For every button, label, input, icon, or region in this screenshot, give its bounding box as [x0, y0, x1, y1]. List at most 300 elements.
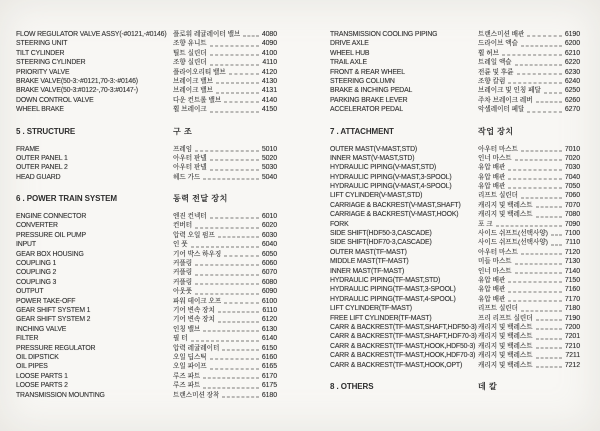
toc-row: [16, 58, 277, 67]
page-code: 6170: [261, 372, 277, 380]
part-entry-ko: [173, 353, 277, 362]
dashed-leader: [216, 83, 259, 84]
part-name-en: DOWN CONTROL VALVE: [16, 96, 94, 104]
page-code: 5020: [261, 154, 277, 162]
page-code: 5040: [261, 173, 277, 181]
toc-row: [330, 351, 580, 360]
dashed-leader: [203, 179, 259, 180]
part-entry-ko: [173, 259, 277, 268]
part-entry-ko: [478, 30, 580, 39]
toc-row: [330, 154, 580, 163]
part-entry-ko: [478, 201, 580, 210]
part-entry-ko: [173, 105, 277, 114]
part-name-ko: 악셀레이터 페달: [478, 106, 525, 114]
dashed-leader: [210, 160, 259, 161]
part-name-en: CARRIAGE & BACKREST(V-MAST,SHAFT): [330, 201, 461, 209]
dashed-leader: [218, 237, 259, 238]
page-code: 6120: [261, 316, 277, 324]
dashed-leader: [536, 348, 562, 349]
part-name-en: CARR & BACKREST(TF-MAST,SHAFT,HDF70-3): [330, 333, 477, 341]
dashed-leader: [195, 227, 259, 228]
part-name-en: HYDRAULIC PIPING(V-MAST,STD): [330, 164, 437, 172]
toc-section: [330, 381, 580, 392]
part-name-en: CONVERTER: [16, 222, 58, 230]
part-name-ko: 파워 테이크 오프: [173, 297, 222, 305]
part-name-ko: 트랜스미션 장착: [173, 391, 220, 399]
dashed-leader: [210, 218, 259, 219]
part-name-ko: 오일 파이프: [173, 363, 207, 371]
part-entry-ko: [173, 173, 277, 182]
page-code: 6020: [261, 222, 277, 230]
page-code: 4080: [261, 31, 277, 38]
part-entry-ko: [173, 391, 277, 400]
dashed-leader: [222, 396, 258, 397]
dashed-leader: [521, 45, 562, 46]
part-entry-ko: [478, 163, 580, 172]
section-header: [16, 126, 277, 137]
toc-row: [16, 105, 277, 114]
part-name-ko: 플라이오리티 밸브: [173, 68, 226, 76]
dashed-leader: [203, 387, 259, 388]
toc-row: [330, 342, 580, 351]
part-entry-ko: [173, 268, 277, 277]
part-entry-ko: [478, 86, 580, 95]
page-code: 6060: [261, 260, 277, 268]
section-title-ko: 동력 전달 장치: [173, 194, 228, 204]
part-entry-ko: [478, 105, 580, 114]
part-name-ko: 캐리지 및 백레스트: [478, 201, 533, 209]
part-entry-ko: [173, 297, 277, 306]
dashed-leader: [222, 349, 258, 350]
toc-row: [330, 201, 580, 210]
part-entry-ko: [478, 49, 580, 58]
page-code: 7090: [564, 220, 580, 228]
part-name-en: HYDRAULIC PIPING(TF-MAST,4-SPOOL): [330, 295, 456, 303]
part-name-ko: 유압 배관: [478, 164, 506, 172]
part-name-ko: 리프트 실린더: [478, 305, 519, 313]
dashed-leader: [536, 338, 562, 339]
toc-row: [16, 39, 277, 48]
part-name-en: GEAR SHIFT SYSTEM 1: [16, 306, 91, 314]
part-entry-ko: [173, 250, 277, 259]
toc-row: [330, 173, 580, 182]
dashed-leader: [536, 216, 562, 217]
dashed-leader: [515, 160, 562, 161]
part-name-ko: 오일 딥스틱: [173, 353, 207, 361]
part-entry-ko: [478, 220, 580, 229]
part-name-en: OUTER PANEL 2: [16, 164, 68, 172]
page-code: 4140: [261, 96, 277, 104]
toc-row: [16, 163, 277, 172]
toc-section: [330, 30, 580, 115]
dashed-leader: [536, 319, 562, 320]
page-code: 6040: [261, 241, 277, 249]
part-entry-ko: [173, 344, 277, 353]
part-name-ko: 조향 실린더: [173, 59, 207, 67]
page-code: 4131: [261, 87, 277, 95]
part-entry-ko: [173, 212, 277, 221]
part-entry-ko: [173, 96, 277, 105]
part-name-en: GEAR SHIFT SYSTEM 2: [16, 316, 91, 324]
part-entry-ko: [478, 351, 580, 360]
part-entry-ko: [173, 86, 277, 95]
part-name-en: LOOSE PARTS 2: [16, 382, 68, 390]
dashed-leader: [243, 36, 258, 37]
page-code: 7150: [564, 276, 580, 284]
part-name-en: GEAR BOX HOUSING: [16, 250, 84, 258]
dashed-leader: [515, 64, 562, 65]
part-name-en: PRIORITY VALVE: [16, 68, 70, 76]
part-entry-ko: [478, 96, 580, 105]
dashed-leader: [229, 73, 259, 74]
page-code: 6030: [261, 231, 277, 239]
part-name-en: WHEEL HUB: [330, 49, 370, 57]
page-code: 7160: [564, 286, 580, 294]
part-name-ko: 커플링: [173, 269, 193, 277]
dashed-leader: [508, 301, 562, 302]
dashed-leader: [527, 36, 561, 37]
part-entry-ko: [478, 191, 580, 200]
toc-row: [330, 248, 580, 257]
part-name-ko: 루즈 파트: [173, 382, 201, 390]
part-name-en: PARKING BRAKE LEVER: [330, 96, 408, 104]
page-code: 6010: [261, 213, 277, 221]
section-title-en: 6 . POWER TRAIN SYSTEM: [16, 194, 117, 204]
dashed-leader: [218, 321, 259, 322]
dashed-leader: [210, 169, 259, 170]
toc-row: [16, 86, 277, 95]
page-code: 7100: [564, 230, 580, 238]
part-name-ko: 브레이크 밸브: [173, 87, 214, 95]
page-code: 7010: [564, 145, 580, 153]
section-header: [330, 381, 580, 392]
dashed-leader: [508, 282, 562, 283]
part-name-ko: 아우터 마스트: [478, 145, 519, 153]
part-name-en: FLOW REGULATOR VALVE ASSY(-#0121,-#0146): [16, 31, 167, 38]
toc-row: [16, 49, 277, 58]
page-code: 7070: [564, 201, 580, 209]
dashed-leader: [224, 102, 259, 103]
part-entry-ko: [173, 68, 277, 77]
toc-row: [16, 297, 277, 306]
dashed-leader: [508, 83, 562, 84]
page-code: 7040: [564, 173, 580, 181]
page-code: 6230: [564, 68, 580, 76]
part-name-en: CARR & BACKREST(TF-MAST,HOOK,HDF50-3): [330, 342, 476, 350]
toc-row: [330, 220, 580, 229]
part-entry-ko: [478, 68, 580, 77]
toc-row: [330, 210, 580, 219]
part-name-en: OUTER PANEL 1: [16, 154, 68, 162]
dashed-leader: [224, 303, 259, 304]
part-name-ko: 유압 배관: [478, 276, 506, 284]
toc-row: [330, 30, 580, 39]
dashed-leader: [195, 284, 259, 285]
toc-row: [16, 145, 277, 154]
page-code: 4130: [261, 77, 277, 85]
dashed-leader: [515, 263, 562, 264]
part-entry-ko: [173, 145, 277, 154]
part-name-ko: 리프트 실린더: [478, 192, 519, 200]
page-code: 6150: [261, 344, 277, 352]
part-name-ko: 캐리지 및 백레스트: [478, 352, 533, 360]
toc-row: [330, 276, 580, 285]
part-name-en: INNER MAST(V-MAST,STD): [330, 154, 415, 162]
part-name-en: COUPLING 1: [16, 260, 57, 268]
part-name-ko: 헤드 가드: [173, 173, 201, 181]
page-code: 6130: [261, 325, 277, 333]
page-code: 6220: [564, 59, 580, 67]
dashed-leader: [536, 329, 562, 330]
part-entry-ko: [173, 221, 277, 230]
toc-row: [330, 332, 580, 341]
toc-row: [330, 295, 580, 304]
part-name-en: OUTPUT: [16, 288, 44, 296]
page-code: 7211: [565, 352, 580, 360]
part-entry-ko: [478, 276, 580, 285]
toc-row: [330, 267, 580, 276]
section-rows: [16, 145, 277, 183]
page-code: 6240: [564, 77, 580, 85]
part-entry-ko: [478, 361, 580, 370]
part-name-en: OUTER MAST(V-MAST,STD): [330, 145, 418, 153]
toc-row: [330, 163, 580, 172]
section-title-ko: 구 조: [173, 126, 193, 136]
page-code: 7212: [564, 361, 580, 369]
part-name-ko: 압력 레귤레이터: [173, 344, 220, 352]
dashed-leader: [508, 169, 562, 170]
toc-row: [16, 68, 277, 77]
toc-row: [16, 173, 277, 182]
part-name-ko: 기어 변속 장치: [173, 316, 215, 324]
dashed-leader: [195, 150, 259, 151]
page-code: 4150: [261, 106, 277, 114]
part-name-ko: 조향 유니트: [173, 40, 207, 48]
part-name-ko: 아웃풋: [173, 288, 193, 296]
part-entry-ko: [173, 325, 277, 334]
page-code: 4110: [262, 59, 277, 67]
dashed-leader: [521, 150, 562, 151]
part-name-ko: 기어 박스 하우징: [173, 250, 222, 258]
toc-row: [330, 361, 580, 370]
part-entry-ko: [173, 30, 277, 39]
page-code: 7060: [564, 192, 580, 200]
part-name-en: TRANSMISSION MOUNTING: [16, 391, 105, 399]
part-entry-ko: [173, 154, 277, 163]
page-code: 6050: [261, 250, 277, 258]
dashed-leader: [515, 273, 562, 274]
toc-row: [330, 304, 580, 313]
toc-row: [16, 381, 277, 390]
toc-row: [16, 315, 277, 324]
toc-row: [330, 191, 580, 200]
part-entry-ko: [173, 362, 277, 371]
dashed-leader: [521, 310, 562, 311]
part-name-en: DRIVE AXLE: [330, 40, 369, 48]
section-title-en: 5 . STRUCTURE: [16, 126, 76, 136]
toc-row: [16, 287, 277, 296]
dashed-leader: [508, 179, 562, 180]
page-code: 7120: [564, 248, 580, 256]
dashed-leader: [203, 331, 259, 332]
dashed-leader: [203, 378, 259, 379]
toc-row: [16, 268, 277, 277]
part-name-en: FREE LIFT CYLINDER(TF-MAST): [330, 314, 432, 322]
part-name-ko: 휠 브레이크: [173, 106, 207, 114]
page-code: 6110: [262, 306, 277, 314]
dashed-leader: [210, 64, 260, 65]
page-code: 6175: [261, 382, 277, 390]
toc-row: [16, 306, 277, 315]
part-name-en: STEERING COLUMN: [330, 77, 395, 85]
toc-row: [16, 231, 277, 240]
page-code: 7140: [564, 267, 580, 275]
part-name-en: COUPLING 2: [16, 269, 57, 277]
part-name-en: CARR & BACKREST(TF-MAST,HOOK,HDF70-3): [330, 352, 476, 360]
part-name-ko: 유압 배관: [478, 173, 506, 181]
part-entry-ko: [478, 182, 580, 191]
part-name-ko: 주차 브레이크 레버: [478, 96, 533, 104]
toc-row: [330, 58, 580, 67]
part-name-en: LIFT CYLINDER(TF-MAST): [330, 305, 412, 313]
part-name-ko: 루즈 파트: [173, 372, 201, 380]
left-column: [16, 30, 277, 400]
page-code: 6190: [564, 31, 580, 38]
part-name-en: ENGINE CONNECTOR: [16, 213, 87, 221]
dashed-leader: [544, 92, 562, 93]
page-code: 7050: [564, 183, 580, 191]
part-name-en: LOOSE PARTS 1: [16, 372, 68, 380]
part-name-en: STEERING CYLINDER: [16, 59, 86, 67]
part-name-en: FRAME: [16, 145, 40, 153]
part-entry-ko: [173, 287, 277, 296]
section-title-ko: 데 칼: [478, 381, 498, 391]
part-name-ko: 사이드 쉬프트(선택사양): [478, 230, 548, 238]
part-name-en: FORK: [330, 220, 349, 228]
toc-row: [16, 353, 277, 362]
toc-row: [16, 77, 277, 86]
part-entry-ko: [478, 295, 580, 304]
dashed-leader: [195, 274, 259, 275]
part-entry-ko: [478, 342, 580, 351]
part-entry-ko: [478, 304, 580, 313]
page-code: 5030: [261, 164, 277, 172]
dashed-leader: [210, 45, 259, 46]
part-name-ko: 컨버터: [173, 222, 193, 230]
part-name-ko: 필 터: [173, 335, 188, 343]
dashed-leader: [210, 359, 259, 360]
part-name-ko: 캐리지 및 백레스트: [478, 361, 533, 369]
part-name-en: TRAIL AXLE: [330, 59, 367, 67]
part-name-ko: 브레이크 밸브: [173, 77, 214, 85]
part-entry-ko: [173, 240, 277, 249]
part-name-en: STEERING UNIT: [16, 40, 68, 48]
dashed-leader: [521, 197, 562, 198]
section-rows: [330, 30, 580, 115]
part-name-en: PRESSURE OIL PUMP: [16, 231, 86, 239]
toc-row: [16, 259, 277, 268]
page-code: 7130: [564, 258, 580, 266]
dashed-leader: [191, 340, 259, 341]
section-title-ko: 작업 장치: [478, 126, 514, 136]
dashed-leader: [508, 291, 562, 292]
part-name-ko: 유압 배관: [478, 183, 506, 191]
toc-row: [16, 240, 277, 249]
toc-row: [330, 323, 580, 332]
page-code: 6100: [261, 297, 277, 305]
page-code: 6250: [564, 87, 580, 95]
part-name-en: INNER MAST(TF-MAST): [330, 267, 405, 275]
toc-row: [330, 68, 580, 77]
toc-section: [16, 193, 277, 400]
page-code: 6140: [261, 335, 277, 343]
part-name-en: POWER TAKE-OFF: [16, 297, 76, 305]
toc-row: [16, 212, 277, 221]
part-name-en: PRESSURE REGULATOR: [16, 344, 96, 352]
dashed-leader: [508, 188, 562, 189]
part-name-ko: 캐리지 및 백레스트: [478, 333, 533, 341]
page-code: 7180: [564, 305, 580, 313]
dashed-leader: [224, 256, 259, 257]
part-name-en: BRAKE VALVE(50-3:#0122-,70-3:#0147-): [16, 87, 138, 95]
toc-row: [330, 145, 580, 154]
dashed-leader: [536, 357, 563, 358]
page-code: 6080: [261, 278, 277, 286]
section-title-en: 8 . OTHERS: [330, 381, 374, 391]
section-header: [16, 193, 277, 204]
part-entry-ko: [478, 248, 580, 257]
page-code: 7110: [565, 239, 580, 247]
part-name-en: HYDRAULIC PIPING(V-MAST,3-SPOOL): [330, 173, 452, 181]
part-name-en: WHEEL BRAKE: [16, 106, 64, 114]
part-entry-ko: [478, 285, 580, 294]
part-name-en: OIL PIPES: [16, 363, 48, 371]
part-entry-ko: [173, 315, 277, 324]
part-name-ko: 캐리지 및 백레스트: [478, 323, 533, 331]
part-name-en: SIDE SHIFT(HDF70-3,CASCADE): [330, 239, 432, 247]
page-code: 4100: [261, 49, 277, 57]
toc-row: [16, 96, 277, 105]
part-entry-ko: [173, 381, 277, 390]
page-code: 5010: [261, 145, 277, 153]
part-name-ko: 인너 마스트: [478, 154, 512, 162]
part-entry-ko: [173, 77, 277, 86]
part-name-en: FRONT & REAR WHEEL: [330, 68, 405, 76]
right-column: [330, 30, 580, 400]
part-entry-ko: [478, 332, 580, 341]
part-name-en: CARRIAGE & BACKREST(V-MAST,HOOK): [330, 211, 459, 219]
part-entry-ko: [478, 173, 580, 182]
page-code: 6270: [564, 106, 580, 114]
toc-row: [330, 77, 580, 86]
part-name-en: TRANSMISSION COOLING PIPING: [330, 31, 438, 38]
toc-row: [330, 39, 580, 48]
section-rows: [330, 145, 580, 370]
part-entry-ko: [173, 58, 277, 67]
dashed-leader: [218, 312, 259, 313]
part-name-en: SIDE SHIFT(HDF50-3,CASCADE): [330, 230, 432, 238]
toc-section: [16, 30, 277, 115]
page-code: 6210: [564, 49, 580, 57]
toc-row: [16, 362, 277, 371]
toc-row: [16, 325, 277, 334]
part-name-ko: 다운 컨트롤 밸브: [173, 96, 222, 104]
part-name-ko: 캐리지 및 백레스트: [478, 342, 533, 350]
page-code: 7201: [564, 333, 580, 341]
toc-row: [330, 86, 580, 95]
part-name-ko: 엔진 컨넥터: [173, 213, 207, 221]
part-name-ko: 사이드 쉬프트(선택사양): [478, 239, 548, 247]
